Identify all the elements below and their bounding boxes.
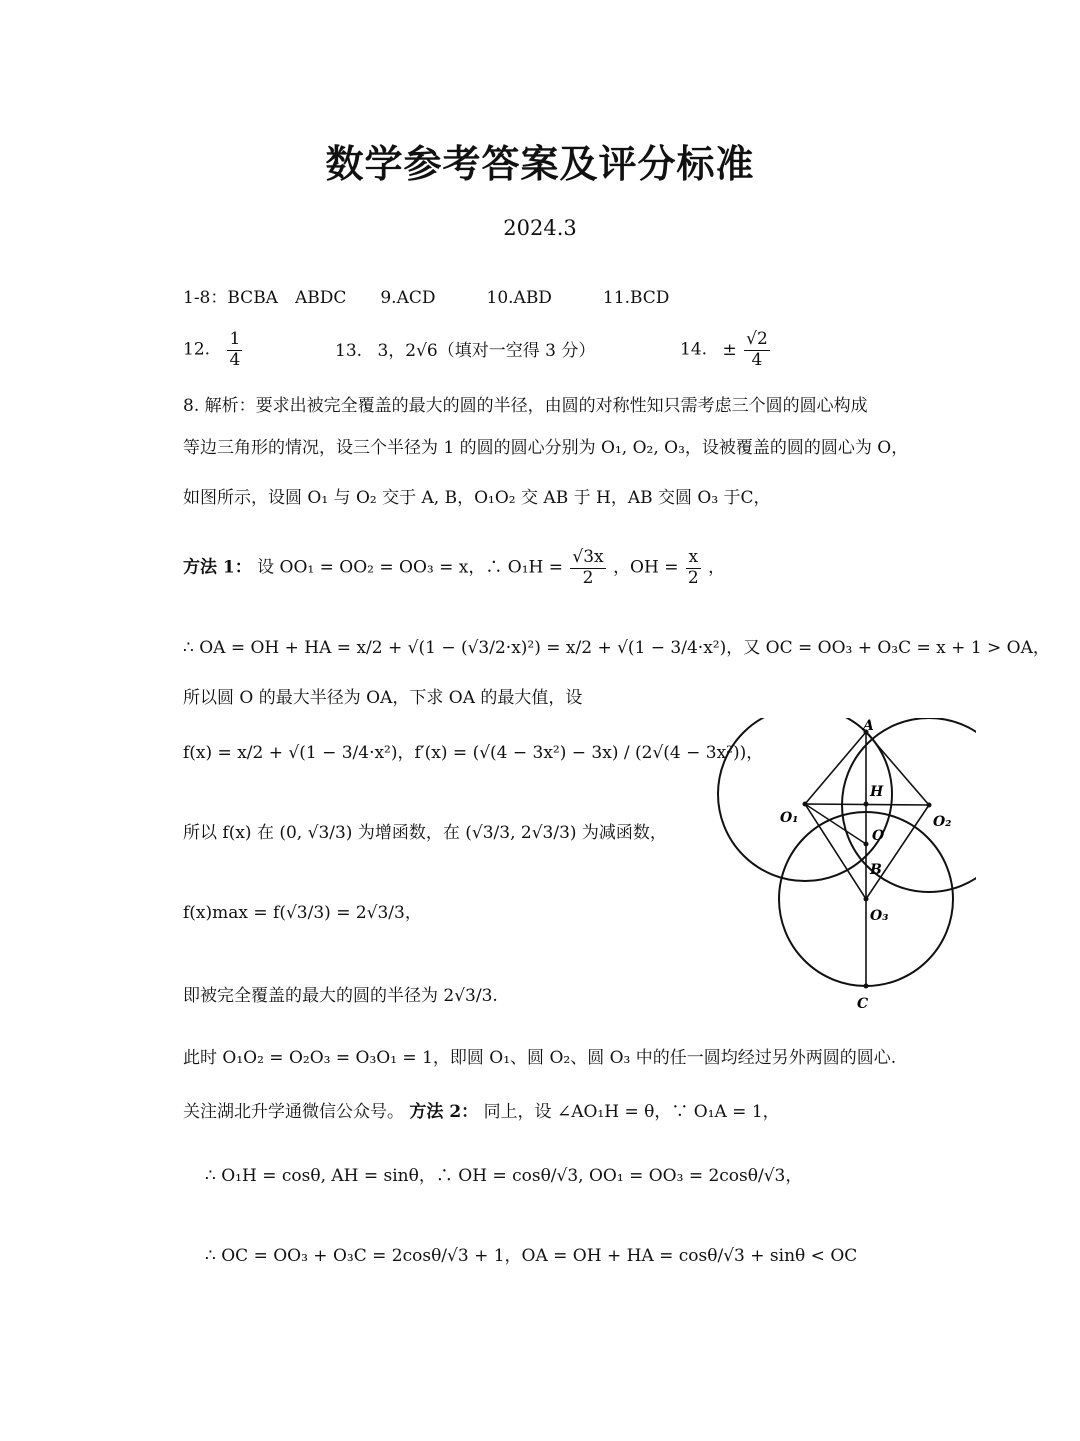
q12-answer	[227, 330, 242, 370]
label-o2: O₂	[933, 814, 952, 830]
equilateral-statement: 此时 O₁O₂ = O₂O₃ = O₃O₁ = 1，即圆 O₁、圆 O₂、圆 O₃ 中的任一圆均经过另外两圆的圆心.	[183, 1048, 897, 1068]
point-o2	[927, 803, 932, 808]
segment-o1o	[805, 804, 866, 844]
q12-denominator: 4	[229, 349, 241, 370]
monotonicity-statement: 所以 f(x) 在 (0, √3/3) 为增函数，在 (√3/3, 2√3/3) 为减函数，	[183, 823, 667, 843]
oa-expression: ∴ OA = OH + HA = x/2 + √(1 − (√3/2·x)²) = x/2 + √(1 − 3/4·x²)，又 OC = OO₃ + O₃C = x + 1 > OA，	[183, 638, 1050, 658]
solution-intro-3: 如图所示，设圆 O₁ 与 O₂ 交于 A, B，O₁O₂ 交 AB 于 H，AB 交圆 O₃ 于C，	[183, 488, 771, 508]
method-2-label: 方法 2：	[409, 1102, 479, 1122]
oh-denominator: 2	[687, 567, 699, 588]
point-c	[864, 984, 869, 989]
document-date: 2024.3	[503, 216, 577, 240]
q14-label: 14.	[680, 339, 708, 360]
radius-conclusion: 即被完全覆盖的最大的圆的半径为 2√3/3.	[183, 986, 498, 1006]
q12-label: 12.	[183, 339, 211, 360]
point-h	[864, 802, 869, 807]
function-definition: f(x) = x/2 + √(1 − 3/4·x²)，f′(x) = (√(4 − 3x²) − 3x) / (2√(4 − 3x²))，	[183, 743, 764, 763]
function-maximum: f(x)max = f(√3/3) = 2√3/3，	[183, 903, 422, 923]
solution-intro-1: 8. 解析：要求出被完全覆盖的最大的圆的半径，由圆的对称性知只需考虑三个圆的圆心构成	[183, 396, 868, 416]
method-1-line	[183, 548, 725, 588]
q14-sign: ±	[722, 339, 737, 360]
q14-answer	[680, 330, 772, 370]
method-2-setup: 同上，设 ∠AO₁H = θ，∵ O₁A = 1，	[483, 1102, 780, 1122]
triangle-o1-o2-o3	[805, 804, 929, 899]
method-2-derivation-2: ∴ OC = OO₃ + O₃C = 2cosθ/√3 + 1，OA = OH + HA = cosθ/√3 + sinθ < OC	[205, 1246, 858, 1266]
solution-intro-2: 等边三角形的情况，设三个半径为 1 的圆的圆心分别为 O₁, O₂, O₃，设被覆盖的圆的圆心为 O，	[183, 438, 909, 458]
oh-end: ，	[708, 557, 726, 578]
oh-label: ，OH =	[613, 557, 679, 578]
method-2-derivation-1: ∴ O₁H = cosθ, AH = sinθ，∴ OH = cosθ/√3, OO₁ = OO₃ = 2cosθ/√3，	[205, 1166, 803, 1186]
label-b: B	[870, 862, 882, 878]
label-h: H	[870, 784, 884, 800]
q12-numerator: 1	[229, 329, 241, 349]
q13-text: 3，2√6（填对一空得 3 分）	[377, 341, 596, 361]
answers-row-1: 1-8：BCBA ABDC 9.ACD 10.ABD 11.BCD	[183, 288, 670, 308]
method-2-prefix: 关注湖北升学通微信公众号。	[183, 1102, 404, 1122]
q13-answer	[335, 343, 595, 360]
oh-fraction	[686, 548, 701, 588]
label-o1: O₁	[780, 810, 799, 826]
label-o3: O₃	[870, 908, 889, 924]
three-circles-figure	[712, 718, 976, 1018]
o1h-denominator: 2	[582, 567, 594, 588]
method-2-line	[183, 1104, 780, 1121]
oh-numerator: x	[686, 548, 701, 569]
o1h-numerator: √3x	[572, 547, 604, 567]
label-o: O	[872, 828, 885, 844]
method-1-setup: 设 OO₁ = OO₂ = OO₃ = x，∴ O₁H =	[257, 557, 563, 578]
answers-row-2	[183, 330, 244, 370]
point-o1	[803, 802, 808, 807]
point-o3	[864, 897, 869, 902]
label-c: C	[857, 996, 869, 1012]
q14-fraction	[744, 330, 770, 370]
segment-o1a	[805, 732, 866, 804]
point-o	[864, 842, 869, 847]
q14-numerator: √2	[746, 329, 768, 349]
page-title: 数学参考答案及评分标准	[325, 141, 755, 186]
label-a: A	[863, 718, 874, 734]
method-1-label: 方法 1：	[183, 557, 252, 578]
q14-denominator: 4	[751, 349, 763, 370]
max-radius-statement: 所以圆 O 的最大半径为 OA，下求 OA 的最大值，设	[183, 688, 583, 708]
q13-label: 13.	[335, 341, 363, 361]
o1h-fraction	[570, 548, 605, 588]
